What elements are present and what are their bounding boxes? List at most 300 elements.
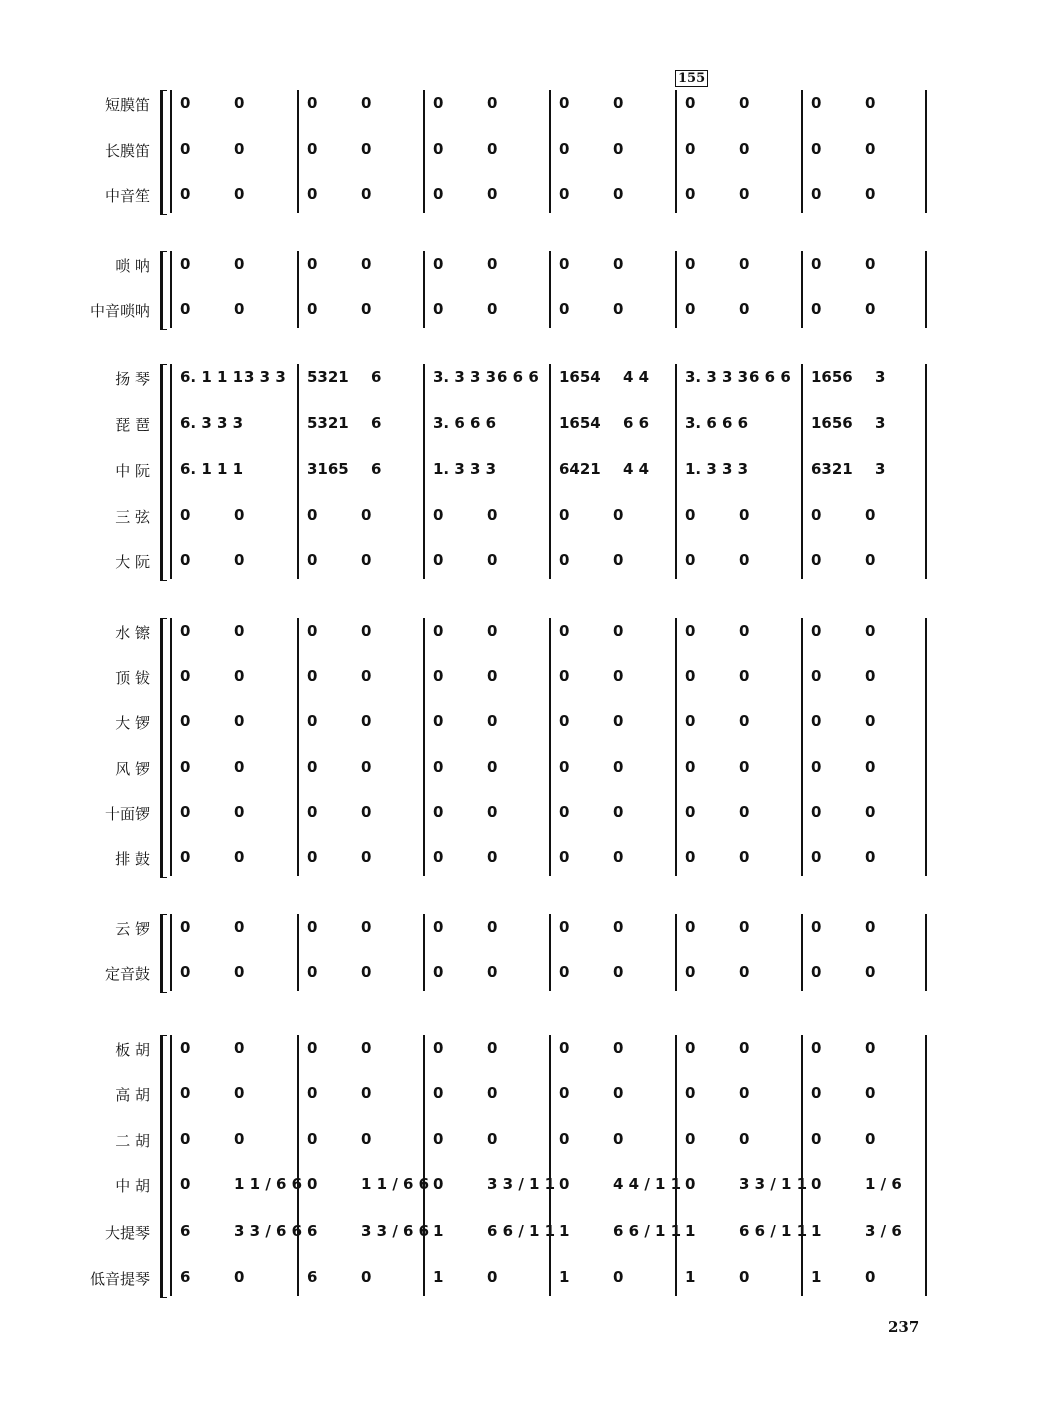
- notation-cell: 0: [865, 918, 876, 936]
- notation-cell: 0: [234, 1084, 245, 1102]
- notation-cell: 0: [433, 300, 444, 318]
- notation-cell: 0: [613, 803, 624, 821]
- barline: [925, 914, 927, 991]
- barline: [297, 1035, 299, 1296]
- barline: [675, 90, 677, 213]
- notation-cell: 0: [180, 1130, 191, 1148]
- instrument-label: 风 锣: [115, 760, 150, 778]
- notation-cell: 6321: [811, 460, 853, 478]
- notation-cell: 0: [739, 848, 750, 866]
- barline: [170, 251, 172, 328]
- instrument-label: 中 胡: [115, 1177, 150, 1195]
- group-brace: [160, 914, 167, 993]
- instrument-label: 排 鼓: [115, 850, 150, 868]
- notation-cell: 0: [613, 1268, 624, 1286]
- notation-cell: 0: [559, 918, 570, 936]
- notation-cell: 0: [234, 506, 245, 524]
- notation-cell: 0: [865, 551, 876, 569]
- notation-cell: 0: [433, 758, 444, 776]
- notation-cell: 0: [865, 300, 876, 318]
- barline: [170, 90, 172, 213]
- barline: [297, 251, 299, 328]
- notation-cell: 0: [307, 758, 318, 776]
- notation-cell: 0: [685, 140, 696, 158]
- barline: [801, 618, 803, 876]
- notation-cell: 0: [865, 803, 876, 821]
- barline: [170, 618, 172, 876]
- notation-cell: 0: [559, 963, 570, 981]
- notation-cell: 6: [180, 1268, 191, 1286]
- notation-cell: 1. 3 3 3: [433, 460, 497, 478]
- barline: [423, 364, 425, 579]
- notation-cell: 0: [361, 667, 372, 685]
- rehearsal-mark: 155: [675, 70, 708, 87]
- notation-cell: 0: [685, 551, 696, 569]
- notation-cell: 0: [865, 712, 876, 730]
- notation-cell: 0: [307, 140, 318, 158]
- notation-cell: 0: [811, 1175, 822, 1193]
- notation-cell: 0: [487, 140, 498, 158]
- page-number: 237: [888, 1318, 920, 1336]
- notation-cell: 0: [234, 255, 245, 273]
- instrument-label: 定音鼓: [104, 965, 150, 983]
- notation-cell: 5321: [307, 414, 349, 432]
- notation-cell: 0: [559, 255, 570, 273]
- notation-cell: 0: [307, 918, 318, 936]
- notation-cell: 0: [433, 1130, 444, 1148]
- notation-cell: 0: [361, 185, 372, 203]
- notation-cell: 0: [180, 712, 191, 730]
- notation-cell: 0: [234, 551, 245, 569]
- notation-cell: 0: [811, 1039, 822, 1057]
- notation-cell: 0: [865, 1084, 876, 1102]
- notation-cell: 0: [811, 803, 822, 821]
- notation-cell: 0: [307, 94, 318, 112]
- notation-cell: 0: [811, 918, 822, 936]
- notation-cell: 0: [487, 667, 498, 685]
- barline: [675, 364, 677, 579]
- notation-cell: 0: [361, 506, 372, 524]
- instrument-label: 中音唢呐: [89, 302, 150, 320]
- barline: [549, 914, 551, 991]
- notation-cell: 0: [865, 963, 876, 981]
- notation-cell: 0: [811, 963, 822, 981]
- notation-cell: 0: [487, 758, 498, 776]
- notation-cell: 0: [811, 758, 822, 776]
- notation-cell: 3 3 / 6 6: [361, 1222, 430, 1240]
- notation-cell: 0: [685, 1175, 696, 1193]
- notation-cell: 6 6 / 1 1: [487, 1222, 556, 1240]
- notation-cell: 0: [739, 506, 750, 524]
- notation-cell: 0: [559, 758, 570, 776]
- notation-cell: 1654: [559, 368, 601, 386]
- barline: [925, 364, 927, 579]
- notation-cell: 0: [865, 1039, 876, 1057]
- notation-cell: 3: [875, 414, 886, 432]
- notation-cell: 1656: [811, 368, 853, 386]
- notation-cell: 0: [180, 918, 191, 936]
- barline: [423, 914, 425, 991]
- notation-cell: 0: [307, 803, 318, 821]
- barline: [170, 914, 172, 991]
- barline: [297, 90, 299, 213]
- notation-cell: 0: [307, 622, 318, 640]
- notation-cell: 0: [487, 506, 498, 524]
- notation-cell: 0: [865, 1130, 876, 1148]
- notation-cell: 0: [559, 622, 570, 640]
- notation-cell: 3 3 / 1 1: [739, 1175, 808, 1193]
- notation-cell: 0: [739, 255, 750, 273]
- barline: [801, 90, 803, 213]
- notation-cell: 0: [865, 758, 876, 776]
- notation-cell: 0: [559, 551, 570, 569]
- instrument-label: 中 阮: [115, 462, 150, 480]
- notation-cell: 0: [685, 963, 696, 981]
- notation-cell: 0: [739, 1268, 750, 1286]
- notation-cell: 0: [361, 94, 372, 112]
- notation-cell: 0: [811, 848, 822, 866]
- instrument-label: 板 胡: [115, 1041, 150, 1059]
- notation-cell: 0: [739, 1039, 750, 1057]
- notation-cell: 0: [685, 803, 696, 821]
- barline: [423, 90, 425, 213]
- notation-cell: 3 3 / 1 1: [487, 1175, 556, 1193]
- notation-cell: 0: [361, 551, 372, 569]
- notation-cell: 0: [180, 803, 191, 821]
- barline: [549, 251, 551, 328]
- instrument-label: 大提琴: [104, 1224, 150, 1242]
- notation-cell: 0: [307, 1175, 318, 1193]
- group-brace: [160, 1035, 167, 1298]
- notation-cell: 1: [811, 1268, 822, 1286]
- instrument-label: 顶 钹: [115, 669, 150, 687]
- notation-cell: 0: [739, 300, 750, 318]
- notation-cell: 0: [180, 255, 191, 273]
- notation-cell: 0: [433, 622, 444, 640]
- notation-cell: 0: [234, 848, 245, 866]
- notation-cell: 6: [180, 1222, 191, 1240]
- notation-cell: 0: [613, 758, 624, 776]
- barline: [549, 1035, 551, 1296]
- notation-cell: 0: [180, 140, 191, 158]
- notation-cell: 1654: [559, 414, 601, 432]
- barline: [549, 90, 551, 213]
- notation-cell: 1. 3 3 3: [685, 460, 749, 478]
- group-brace: [160, 618, 167, 878]
- notation-cell: 1: [685, 1222, 696, 1240]
- instrument-label: 大 阮: [115, 553, 150, 571]
- barline: [925, 618, 927, 876]
- notation-cell: 0: [307, 300, 318, 318]
- notation-cell: 0: [613, 94, 624, 112]
- notation-cell: 0: [180, 622, 191, 640]
- notation-cell: 0: [613, 622, 624, 640]
- notation-cell: 0: [234, 1039, 245, 1057]
- instrument-label: 大 锣: [115, 714, 150, 732]
- notation-cell: 0: [685, 918, 696, 936]
- notation-cell: 0: [613, 918, 624, 936]
- notation-cell: 0: [307, 185, 318, 203]
- notation-cell: 0: [307, 712, 318, 730]
- notation-cell: 0: [811, 300, 822, 318]
- notation-cell: 0: [433, 551, 444, 569]
- notation-cell: 1 1 / 6 6: [361, 1175, 430, 1193]
- notation-cell: 0: [613, 1084, 624, 1102]
- notation-cell: 0: [307, 1039, 318, 1057]
- notation-cell: 0: [180, 1039, 191, 1057]
- notation-cell: 0: [361, 1084, 372, 1102]
- notation-cell: 0: [433, 1175, 444, 1193]
- notation-cell: 0: [739, 1084, 750, 1102]
- notation-cell: 0: [559, 1039, 570, 1057]
- notation-cell: 0: [487, 94, 498, 112]
- instrument-label: 中音笙: [104, 187, 150, 205]
- notation-cell: 0: [613, 551, 624, 569]
- notation-cell: 5321: [307, 368, 349, 386]
- notation-cell: 6 6 6: [497, 368, 539, 386]
- notation-cell: 0: [307, 1130, 318, 1148]
- notation-cell: 0: [559, 300, 570, 318]
- notation-cell: 0: [307, 963, 318, 981]
- notation-cell: 0: [811, 667, 822, 685]
- notation-cell: 0: [487, 848, 498, 866]
- barline: [801, 914, 803, 991]
- notation-cell: 0: [811, 551, 822, 569]
- notation-cell: 0: [433, 848, 444, 866]
- barline: [423, 251, 425, 328]
- barline: [170, 364, 172, 579]
- notation-cell: 0: [234, 918, 245, 936]
- notation-cell: 0: [685, 300, 696, 318]
- notation-cell: 0: [865, 185, 876, 203]
- barline: [925, 251, 927, 328]
- notation-cell: 0: [433, 963, 444, 981]
- notation-cell: 0: [811, 255, 822, 273]
- notation-cell: 0: [487, 1268, 498, 1286]
- notation-cell: 6 6: [623, 414, 650, 432]
- notation-cell: 0: [865, 140, 876, 158]
- notation-cell: 0: [811, 140, 822, 158]
- notation-cell: 1 1 / 6 6: [234, 1175, 303, 1193]
- notation-cell: 0: [307, 506, 318, 524]
- notation-cell: 0: [559, 1084, 570, 1102]
- notation-cell: 0: [559, 185, 570, 203]
- notation-cell: 0: [361, 848, 372, 866]
- barline: [801, 1035, 803, 1296]
- notation-cell: 0: [234, 1130, 245, 1148]
- notation-cell: 0: [180, 551, 191, 569]
- notation-cell: 0: [613, 963, 624, 981]
- notation-cell: 0: [613, 1039, 624, 1057]
- notation-cell: 0: [180, 300, 191, 318]
- notation-cell: 0: [433, 667, 444, 685]
- notation-cell: 0: [739, 622, 750, 640]
- notation-cell: 6. 3 3 3: [180, 414, 244, 432]
- notation-cell: 0: [234, 803, 245, 821]
- notation-cell: 0: [234, 140, 245, 158]
- notation-cell: 0: [487, 255, 498, 273]
- instrument-label: 云 锣: [115, 920, 150, 938]
- notation-cell: 0: [487, 1084, 498, 1102]
- notation-cell: 0: [307, 667, 318, 685]
- notation-cell: 1656: [811, 414, 853, 432]
- notation-cell: 0: [361, 758, 372, 776]
- notation-cell: 0: [613, 300, 624, 318]
- instrument-label: 高 胡: [115, 1086, 150, 1104]
- notation-cell: 1: [433, 1268, 444, 1286]
- barline: [297, 364, 299, 579]
- barline: [675, 1035, 677, 1296]
- notation-cell: 0: [234, 963, 245, 981]
- notation-cell: 0: [361, 300, 372, 318]
- notation-cell: 4 4 / 1 1: [613, 1175, 682, 1193]
- barline: [423, 618, 425, 876]
- notation-cell: 0: [811, 622, 822, 640]
- notation-cell: 0: [361, 140, 372, 158]
- notation-cell: 6421: [559, 460, 601, 478]
- notation-cell: 0: [685, 848, 696, 866]
- notation-cell: 0: [487, 551, 498, 569]
- notation-cell: 0: [307, 1084, 318, 1102]
- notation-cell: 0: [487, 185, 498, 203]
- notation-cell: 0: [487, 1039, 498, 1057]
- notation-cell: 0: [180, 1084, 191, 1102]
- notation-cell: 0: [613, 255, 624, 273]
- notation-cell: 0: [739, 1130, 750, 1148]
- group-brace: [160, 364, 167, 581]
- notation-cell: 0: [685, 667, 696, 685]
- notation-cell: 4 4: [623, 460, 650, 478]
- notation-cell: 3 / 6: [865, 1222, 902, 1240]
- notation-cell: 0: [613, 712, 624, 730]
- barline: [549, 364, 551, 579]
- notation-cell: 0: [180, 963, 191, 981]
- notation-cell: 0: [865, 255, 876, 273]
- notation-cell: 0: [739, 712, 750, 730]
- notation-cell: 0: [180, 758, 191, 776]
- notation-cell: 0: [739, 667, 750, 685]
- notation-cell: 0: [613, 140, 624, 158]
- notation-cell: 6 6 / 1 1: [613, 1222, 682, 1240]
- instrument-label: 琵 琶: [115, 416, 150, 434]
- barline: [675, 618, 677, 876]
- notation-cell: 6: [371, 368, 382, 386]
- instrument-label: 水 镲: [115, 624, 150, 642]
- notation-cell: 0: [487, 300, 498, 318]
- notation-cell: 0: [487, 918, 498, 936]
- notation-cell: 0: [865, 506, 876, 524]
- notation-cell: 0: [180, 506, 191, 524]
- notation-cell: 3 3 / 6 6: [234, 1222, 303, 1240]
- notation-cell: 0: [613, 506, 624, 524]
- notation-cell: 0: [234, 185, 245, 203]
- notation-cell: 0: [685, 622, 696, 640]
- notation-cell: 3. 6 6 6: [685, 414, 749, 432]
- notation-cell: 0: [559, 1175, 570, 1193]
- notation-cell: 0: [811, 185, 822, 203]
- instrument-label: 扬 琴: [115, 370, 150, 388]
- notation-cell: 0: [361, 803, 372, 821]
- group-brace: [160, 90, 167, 215]
- instrument-label: 长膜笛: [104, 142, 150, 160]
- notation-cell: 0: [487, 622, 498, 640]
- notation-cell: 0: [739, 140, 750, 158]
- notation-cell: 0: [613, 848, 624, 866]
- notation-cell: 0: [685, 758, 696, 776]
- notation-cell: 0: [433, 803, 444, 821]
- notation-cell: 0: [559, 803, 570, 821]
- group-brace: [160, 251, 167, 330]
- notation-cell: 0: [559, 506, 570, 524]
- barline: [675, 914, 677, 991]
- notation-cell: 0: [361, 1130, 372, 1148]
- notation-cell: 0: [307, 255, 318, 273]
- notation-cell: 0: [487, 803, 498, 821]
- notation-cell: 0: [180, 1175, 191, 1193]
- notation-cell: 0: [739, 918, 750, 936]
- notation-cell: 0: [811, 712, 822, 730]
- notation-cell: 1: [811, 1222, 822, 1240]
- notation-cell: 0: [685, 1084, 696, 1102]
- notation-cell: 0: [433, 94, 444, 112]
- notation-cell: 0: [559, 848, 570, 866]
- notation-cell: 0: [613, 1130, 624, 1148]
- notation-cell: 0: [559, 94, 570, 112]
- notation-cell: 0: [811, 1130, 822, 1148]
- notation-cell: 0: [361, 255, 372, 273]
- notation-cell: 6: [371, 460, 382, 478]
- notation-cell: 0: [361, 1039, 372, 1057]
- notation-cell: 0: [433, 506, 444, 524]
- notation-cell: 0: [433, 140, 444, 158]
- notation-cell: 0: [811, 506, 822, 524]
- notation-cell: 0: [685, 255, 696, 273]
- notation-cell: 6. 1 1 1: [180, 460, 244, 478]
- notation-cell: 3. 6 6 6: [433, 414, 497, 432]
- notation-cell: 0: [811, 94, 822, 112]
- notation-cell: 0: [739, 803, 750, 821]
- notation-cell: 6 6 6: [749, 368, 791, 386]
- notation-cell: 0: [361, 712, 372, 730]
- barline: [675, 251, 677, 328]
- instrument-label: 十面锣: [104, 805, 150, 823]
- barline: [801, 251, 803, 328]
- notation-cell: 0: [234, 758, 245, 776]
- notation-cell: 0: [307, 848, 318, 866]
- notation-cell: 0: [361, 622, 372, 640]
- notation-cell: 0: [361, 1268, 372, 1286]
- notation-cell: 0: [433, 1084, 444, 1102]
- notation-cell: 0: [487, 1130, 498, 1148]
- notation-cell: 0: [180, 848, 191, 866]
- notation-cell: 3: [875, 460, 886, 478]
- barline: [423, 1035, 425, 1296]
- notation-cell: 0: [739, 185, 750, 203]
- notation-cell: 0: [685, 712, 696, 730]
- notation-cell: 0: [180, 185, 191, 203]
- notation-cell: 0: [559, 1130, 570, 1148]
- notation-cell: 0: [234, 94, 245, 112]
- notation-cell: 6. 1 1 1: [180, 368, 244, 386]
- barline: [297, 914, 299, 991]
- barline: [297, 618, 299, 876]
- notation-cell: 1: [559, 1268, 570, 1286]
- notation-cell: 0: [361, 918, 372, 936]
- notation-cell: 0: [234, 300, 245, 318]
- notation-cell: 3165: [307, 460, 349, 478]
- notation-cell: 0: [739, 963, 750, 981]
- notation-cell: 6: [307, 1222, 318, 1240]
